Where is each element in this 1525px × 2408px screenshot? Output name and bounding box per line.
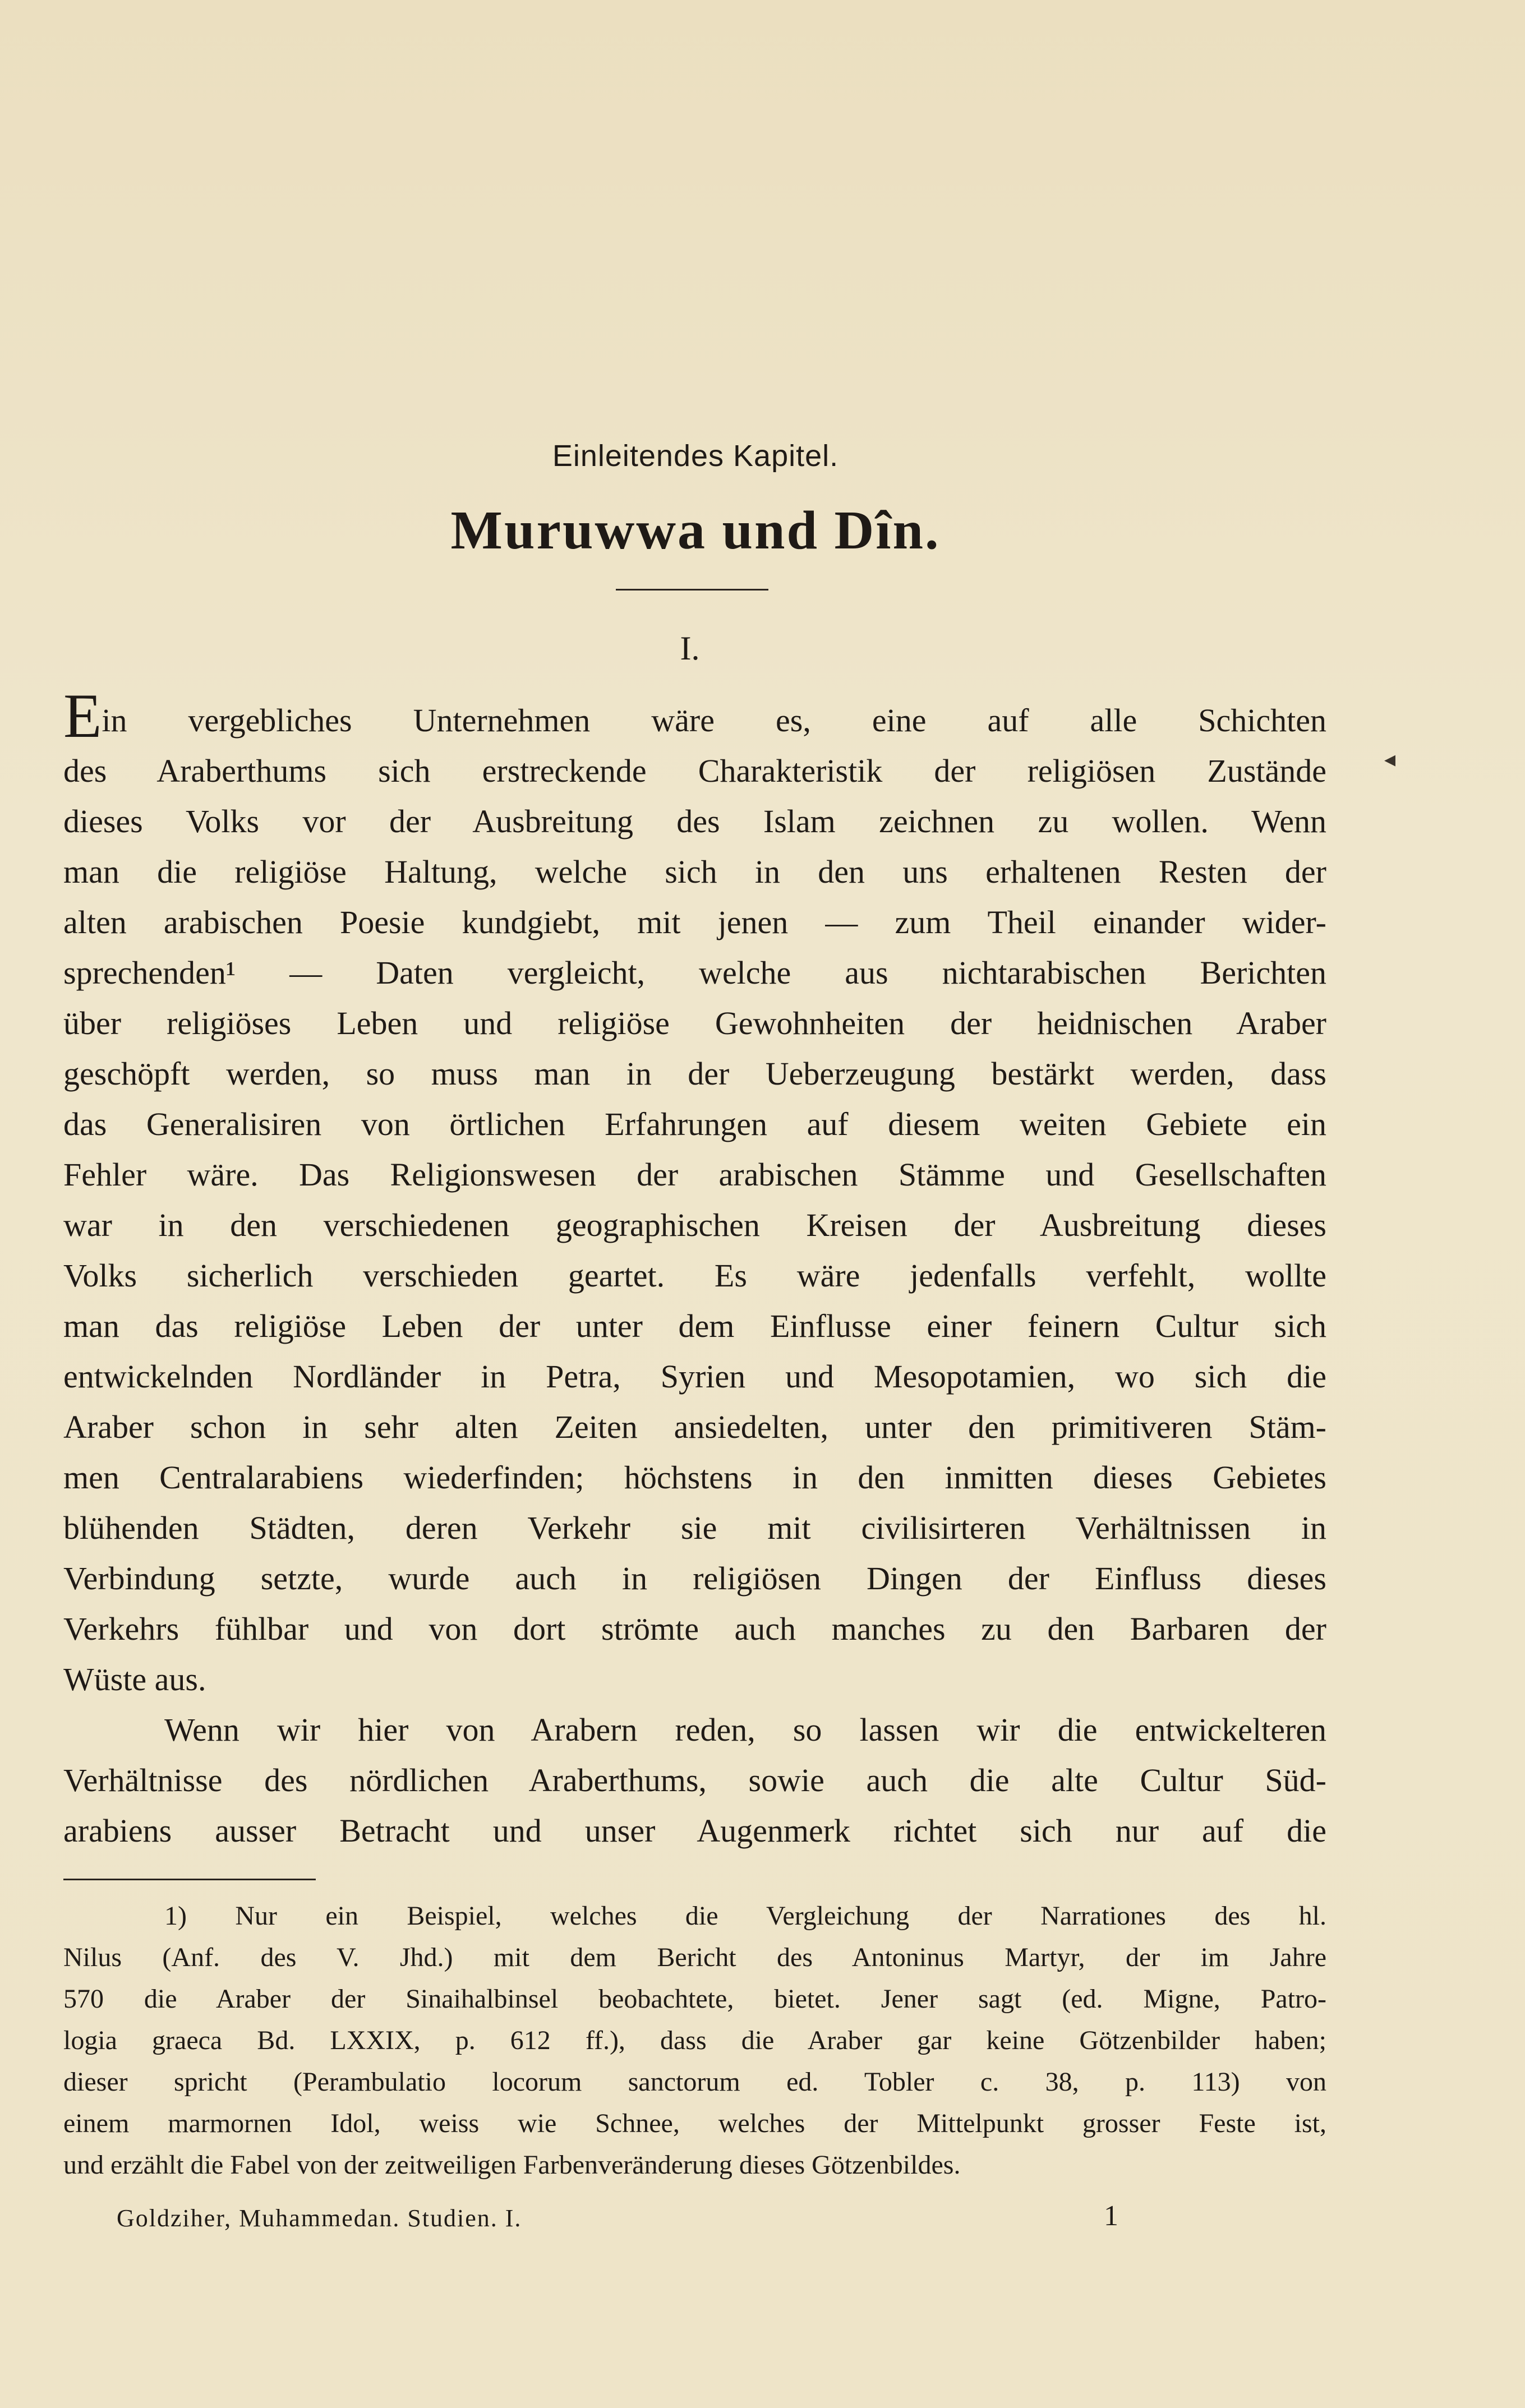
chapter-title: Muruwwa und Dîn. [450, 500, 941, 561]
title-divider [616, 589, 768, 591]
text-line: Verkehrs fühlbar und von dort strömte auch manches zu den Barbaren der [63, 1611, 1326, 1647]
text-line: über religiöses Leben und religiöse Gewohnheiten der heidnischen Araber [63, 1005, 1326, 1041]
footnote-line: 570 die Araber der Sinaihalbinsel beobachtete, bietet. Jener sagt (ed. Migne, Patro- [63, 1984, 1326, 2014]
printer-signature: Goldziher, Muhammedan. Studien. I. [117, 2204, 522, 2232]
text-line: Fehler wäre. Das Religionswesen der arabischen Stämme und Gesellschaften [63, 1156, 1326, 1193]
text-line: des Araberthums sich erstreckende Charakteristik der religiösen Zustände [63, 753, 1326, 789]
chapter-label: Einleitendes Kapitel. [552, 439, 839, 473]
text-line: dieses Volks vor der Ausbreitung des Islam zeichnen zu wollen. Wenn [63, 803, 1326, 839]
text-line: Wenn wir hier von Arabern reden, so lassen wir die entwickelteren [164, 1712, 1326, 1748]
text-line: entwickelnden Nordländer in Petra, Syrien und Mesopotamien, wo sich die [63, 1358, 1326, 1395]
margin-mark-icon: ◂ [1384, 746, 1396, 772]
footnote-line: einem marmornen Idol, weiss wie Schnee, welches der Mittelpunkt grosser Feste ist, [63, 2109, 1326, 2138]
text-line: Araber schon in sehr alten Zeiten ansiedelten, unter den primitiveren Stäm- [63, 1409, 1326, 1445]
text-line: man die religiöse Haltung, welche sich in den uns erhaltenen Resten der [63, 854, 1326, 890]
footnote-line: dieser spricht (Perambulatio locorum sanctorum ed. Tobler c. 38, p. 113) von [63, 2067, 1326, 2097]
footnote-line: Nilus (Anf. des V. Jhd.) mit dem Bericht des Antoninus Martyr, der im Jahre [63, 1943, 1326, 1972]
text-line: Ein vergebliches Unternehmen wäre es, eine auf alle Schichten [63, 695, 1326, 746]
drop-cap: E [63, 695, 102, 746]
footnote-line: und erzählt die Fabel von der zeitweiligen Farbenveränderung dieses Götzenbildes. [63, 2150, 961, 2180]
text-line: sprechenden¹ — Daten vergleicht, welche aus nichtarabischen Berichten [63, 954, 1326, 991]
text-line: man das religiöse Leben der unter dem Einflusse einer feinern Cultur sich [63, 1308, 1326, 1344]
page-number: 1 [1104, 2200, 1118, 2232]
text-line: Verbindung setzte, wurde auch in religiösen Dingen der Einfluss dieses [63, 1560, 1326, 1597]
footnote-divider [63, 1879, 316, 1880]
footnote-line: 1) Nur ein Beispiel, welches die Vergleichung der Narrationes des hl. [164, 1901, 1326, 1931]
text-line: blühenden Städten, deren Verkehr sie mit civilisirteren Verhältnissen in [63, 1510, 1326, 1546]
text-line: das Generalisiren von örtlichen Erfahrungen auf diesem weiten Gebiete ein [63, 1106, 1326, 1142]
footnotes [63, 1895, 1326, 2186]
section-number: I. [680, 630, 700, 667]
text-line: Volks sicherlich verschieden geartet. Es wäre jedenfalls verfehlt, wollte [63, 1257, 1326, 1294]
footnote-line: logia graeca Bd. LXXIX, p. 612 ff.), dass die Araber gar keine Götzenbilder haben; [63, 2026, 1326, 2055]
text-line: war in den verschiedenen geographischen Kreisen der Ausbreitung dieses [63, 1207, 1326, 1243]
text-line: geschöpft werden, so muss man in der Ueberzeugung bestärkt werden, dass [63, 1055, 1326, 1092]
text-line: arabiens ausser Betracht und unser Augenmerk richtet sich nur auf die [63, 1812, 1326, 1849]
text-line: alten arabischen Poesie kundgiebt, mit jenen — zum Theil einander wider- [63, 904, 1326, 940]
body-text [63, 695, 1326, 1856]
text-line: Wüste aus. [63, 1661, 206, 1697]
text-line: Verhältnisse des nördlichen Araberthums, sowie auch die alte Cultur Süd- [63, 1762, 1326, 1798]
text-line: men Centralarabiens wiederfinden; höchstens in den inmitten dieses Gebietes [63, 1459, 1326, 1496]
